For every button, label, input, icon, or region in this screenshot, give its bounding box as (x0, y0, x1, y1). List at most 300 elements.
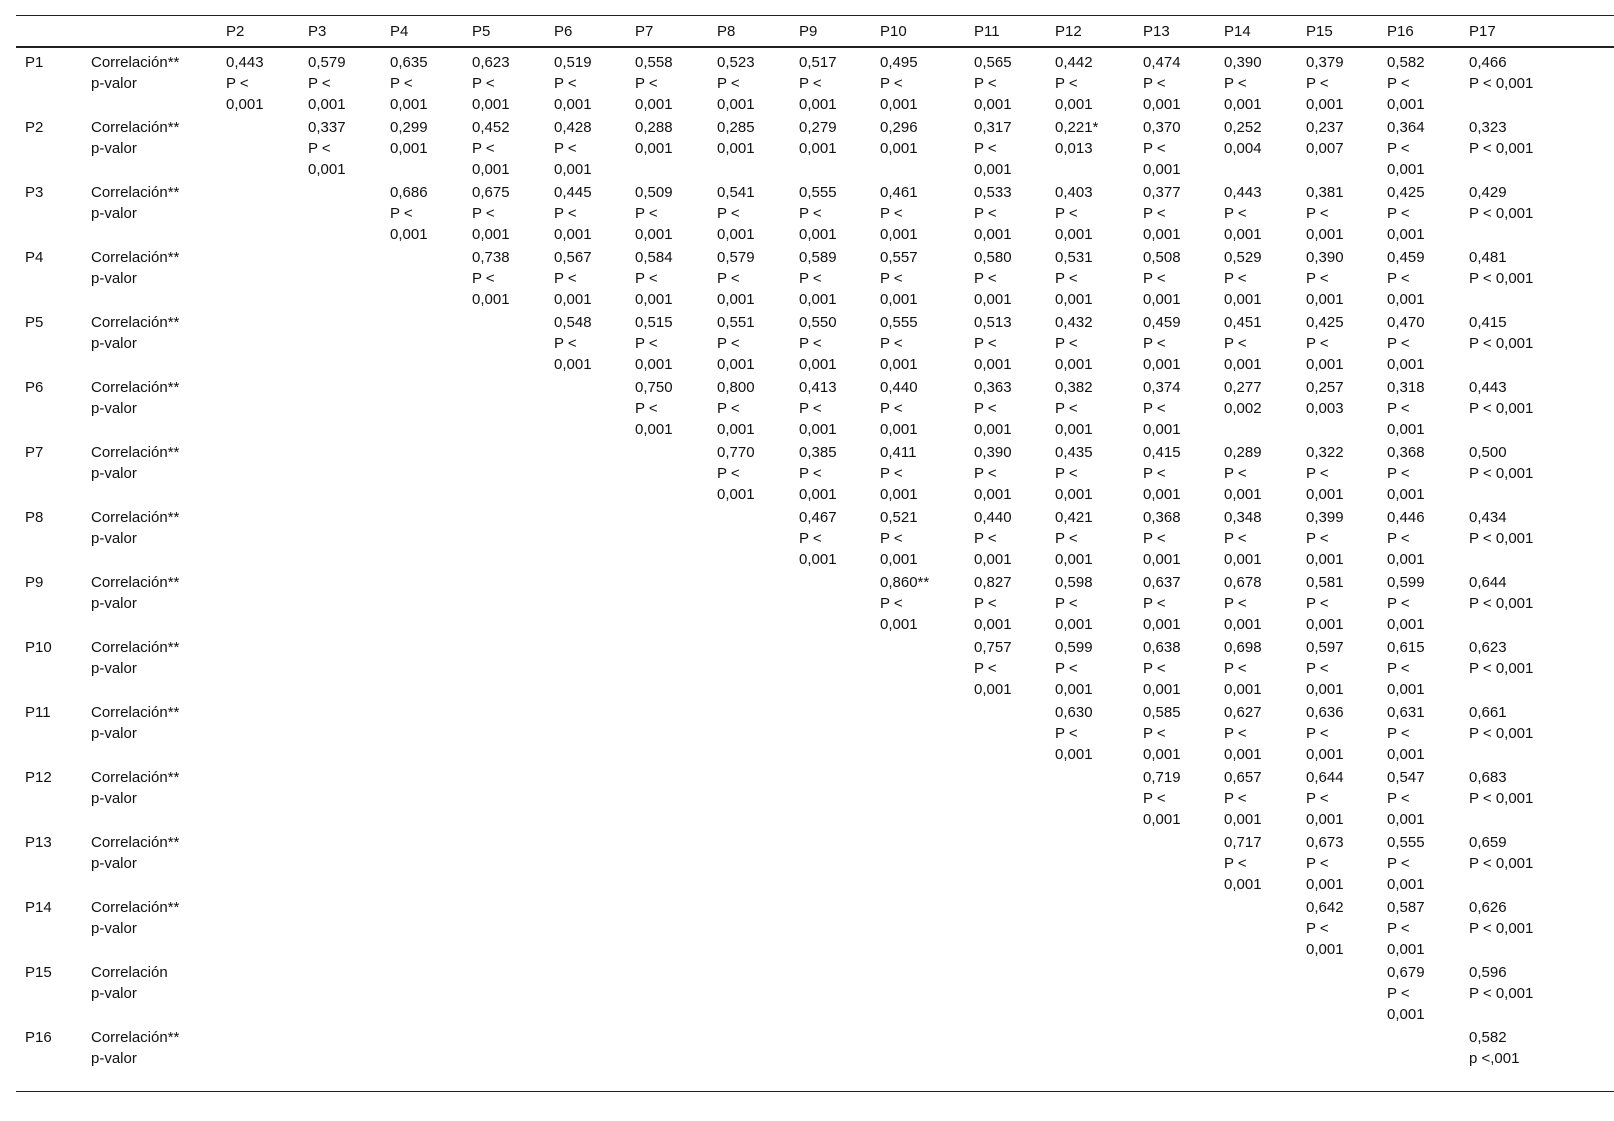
correlation-value: 0,452 (472, 119, 510, 136)
p-value-continued: 0,001 (1143, 550, 1181, 568)
p-value-continued: 0,001 (1306, 940, 1344, 958)
row-variable-label: P13 (25, 834, 52, 851)
correlation-cell (472, 53, 510, 115)
correlation-value: 0,757 (974, 639, 1012, 656)
column-header: P17 (1469, 23, 1496, 40)
p-value-continued: 0,001 (1055, 355, 1093, 373)
correlation-cell (1055, 638, 1093, 700)
correlation-cell (974, 313, 1012, 375)
p-value-continued: 0,001 (880, 225, 918, 243)
row-variable-label: P11 (25, 704, 51, 721)
p-value: P < (880, 269, 903, 287)
correlation-cell (1143, 768, 1181, 830)
correlation-cell (390, 183, 428, 245)
p-value: P < (1224, 529, 1247, 547)
correlation-cell (635, 378, 673, 440)
row-stat-labels (91, 963, 168, 1005)
p-value-continued: 0,001 (554, 95, 592, 113)
p-value: P < (1143, 594, 1166, 612)
correlation-cell (1143, 378, 1181, 440)
row-variable-label: P9 (25, 574, 44, 591)
correlation-cell (1055, 443, 1093, 505)
correlation-cell (1306, 313, 1344, 375)
p-value: P < (1224, 74, 1247, 92)
p-value: P < (1387, 984, 1410, 1002)
correlation-label: Correlación** (91, 704, 180, 721)
p-value: P < (1306, 724, 1329, 742)
correlation-value: 0,451 (1224, 314, 1262, 331)
p-value: P < 0,001 (1469, 204, 1534, 222)
correlation-value: 0,288 (635, 119, 673, 136)
p-value: P < (1224, 724, 1247, 742)
p-value: P < (635, 74, 658, 92)
correlation-value: 0,519 (554, 54, 592, 71)
correlation-cell (1469, 183, 1533, 225)
p-value-continued: 0,001 (1387, 95, 1425, 113)
p-value-label: p-valor (91, 269, 137, 287)
p-value-continued: 0,001 (1224, 550, 1262, 568)
p-value: P < 0,001 (1469, 854, 1534, 872)
p-value: P < (717, 269, 740, 287)
correlation-value: 0,517 (799, 54, 837, 71)
p-value-label: p-valor (91, 399, 137, 417)
p-value: P < (1143, 74, 1166, 92)
correlation-cell (308, 53, 346, 115)
table-row (16, 636, 1614, 701)
p-value-continued: 0,001 (974, 355, 1012, 373)
p-value: P < 0,001 (1469, 139, 1534, 157)
p-value: P < (974, 594, 997, 612)
column-header: P7 (635, 23, 654, 40)
correlation-value: 0,719 (1143, 769, 1181, 786)
correlation-cell (1224, 638, 1262, 700)
correlation-cell (974, 573, 1012, 635)
p-value: 0,007 (1306, 139, 1344, 157)
correlation-value: 0,675 (472, 184, 510, 201)
correlation-value: 0,642 (1306, 899, 1344, 916)
p-value-continued: 0,001 (226, 95, 264, 113)
correlation-cell (1224, 573, 1262, 635)
correlation-cell (635, 183, 673, 245)
correlation-value: 0,435 (1055, 444, 1093, 461)
correlation-cell (880, 183, 918, 245)
correlation-cell (1224, 313, 1262, 375)
p-value-label: p-valor (91, 789, 137, 807)
correlation-cell (1306, 768, 1344, 830)
correlation-cell (1306, 898, 1344, 960)
p-value: P < (1055, 529, 1078, 547)
correlation-cell (1306, 183, 1344, 245)
p-value: P < (880, 399, 903, 417)
column-header: P15 (1306, 23, 1333, 40)
p-value: P < (1387, 594, 1410, 612)
p-value: P < (308, 74, 331, 92)
p-value: P < (472, 204, 495, 222)
row-stat-labels (91, 378, 179, 420)
p-value-continued: 0,001 (799, 290, 837, 308)
correlation-label: Correlación** (91, 314, 180, 331)
p-value-continued: 0,001 (1143, 485, 1181, 503)
correlation-value: 0,565 (974, 54, 1012, 71)
correlation-value: 0,390 (1306, 249, 1344, 266)
p-value-continued: 0,001 (1387, 485, 1425, 503)
correlation-cell (1469, 118, 1533, 160)
p-value: P < 0,001 (1469, 789, 1534, 807)
p-value: P < (1224, 334, 1247, 352)
table-row (16, 51, 1614, 116)
p-value: P < (226, 74, 249, 92)
correlation-cell (554, 313, 592, 375)
p-value: P < (1387, 464, 1410, 482)
correlation-cell (1143, 703, 1181, 765)
correlation-label: Correlación** (91, 249, 180, 266)
p-value: P < (974, 204, 997, 222)
correlation-value: 0,429 (1469, 184, 1507, 201)
column-header: P5 (472, 23, 491, 40)
correlation-cell (226, 53, 264, 115)
p-value: P < (1387, 74, 1410, 92)
correlation-cell (717, 378, 755, 440)
correlation-value: 0,597 (1306, 639, 1344, 656)
p-value-label: p-valor (91, 659, 137, 677)
p-value: P < 0,001 (1469, 659, 1534, 677)
p-value-continued: 0,001 (1224, 290, 1262, 308)
correlation-cell (1387, 248, 1425, 310)
correlation-value: 0,659 (1469, 834, 1507, 851)
p-value-continued: 0,001 (554, 290, 592, 308)
p-value-continued: 0,001 (1387, 680, 1425, 698)
p-value-continued: 0,001 (1306, 225, 1344, 243)
p-value: P < (1387, 854, 1410, 872)
p-value: P < (1306, 464, 1329, 482)
correlation-cell (1469, 833, 1533, 875)
correlation-value: 0,599 (1387, 574, 1425, 591)
row-variable-label: P12 (25, 769, 52, 786)
p-value-continued: 0,001 (1143, 95, 1181, 113)
p-value-continued: 0,001 (635, 95, 673, 113)
row-variable-label: P1 (25, 54, 44, 71)
p-value: P < (635, 269, 658, 287)
correlation-cell (1055, 118, 1098, 160)
p-value-continued: 0,001 (974, 95, 1012, 113)
correlation-value: 0,599 (1055, 639, 1093, 656)
p-value: P < (880, 594, 903, 612)
correlation-value: 0,644 (1306, 769, 1344, 786)
p-value: P < (635, 204, 658, 222)
correlation-value: 0,555 (880, 314, 918, 331)
correlation-value: 0,521 (880, 509, 918, 526)
correlation-value: 0,584 (635, 249, 673, 266)
correlation-value: 0,377 (1143, 184, 1181, 201)
correlation-value: 0,279 (799, 119, 837, 136)
correlation-cell (1306, 118, 1344, 160)
correlation-value: 0,348 (1224, 509, 1262, 526)
correlation-value: 0,630 (1055, 704, 1093, 721)
correlation-cell (1143, 183, 1181, 245)
correlation-cell (717, 443, 755, 505)
correlation-value: 0,567 (554, 249, 592, 266)
correlation-cell (799, 313, 837, 375)
correlation-value: 0,579 (308, 54, 346, 71)
correlation-cell (1055, 53, 1093, 115)
correlation-value: 0,827 (974, 574, 1012, 591)
correlation-value: 0,374 (1143, 379, 1181, 396)
correlation-cell (1469, 508, 1533, 550)
correlation-cell (554, 183, 592, 245)
p-value-continued: 0,001 (554, 160, 592, 178)
correlation-value: 0,467 (799, 509, 837, 526)
correlation-value: 0,495 (880, 54, 918, 71)
correlation-value: 0,548 (554, 314, 592, 331)
p-value: P < (1055, 594, 1078, 612)
row-variable-label: P7 (25, 444, 44, 461)
column-header: P14 (1224, 23, 1251, 40)
correlation-label: Correlación** (91, 639, 180, 656)
p-value: p <,001 (1469, 1049, 1520, 1067)
correlation-label: Correlación** (91, 769, 180, 786)
correlation-cell (635, 53, 673, 115)
p-value-continued: 0,001 (635, 420, 673, 438)
p-value: P < (554, 334, 577, 352)
table-body (16, 48, 1614, 1091)
correlation-value: 0,432 (1055, 314, 1093, 331)
p-value-continued: 0,001 (1143, 290, 1181, 308)
p-value: 0,001 (635, 139, 673, 157)
p-value-label: p-valor (91, 854, 137, 872)
correlation-cell (1143, 508, 1181, 570)
correlation-cell (974, 443, 1012, 505)
correlation-value: 0,474 (1143, 54, 1181, 71)
p-value: P < (472, 269, 495, 287)
p-value-continued: 0,001 (717, 290, 755, 308)
correlation-value: 0,379 (1306, 54, 1344, 71)
correlation-cell (974, 248, 1012, 310)
table-header-row (16, 16, 1614, 48)
p-value-continued: 0,001 (880, 615, 918, 633)
p-value-continued: 0,001 (554, 355, 592, 373)
row-stat-labels (91, 313, 179, 355)
column-header: P4 (390, 23, 409, 40)
p-value: P < (799, 334, 822, 352)
p-value-continued: 0,001 (1224, 95, 1262, 113)
p-value: P < (1055, 659, 1078, 677)
correlation-value: 0,470 (1387, 314, 1425, 331)
correlation-value: 0,551 (717, 314, 755, 331)
p-value: 0,003 (1306, 399, 1344, 417)
correlation-value: 0,678 (1224, 574, 1262, 591)
p-value-continued: 0,001 (974, 420, 1012, 438)
row-stat-labels (91, 118, 179, 160)
correlation-cell (1387, 833, 1425, 895)
correlation-value: 0,637 (1143, 574, 1181, 591)
p-value: P < (554, 74, 577, 92)
p-value-continued: 0,001 (308, 160, 346, 178)
correlation-value: 0,635 (390, 54, 428, 71)
p-value: P < (1387, 399, 1410, 417)
correlation-cell (1224, 443, 1262, 505)
correlation-label: Correlación (91, 964, 168, 981)
p-value: P < (880, 529, 903, 547)
p-value-continued: 0,001 (1387, 875, 1425, 893)
correlation-value: 0,461 (880, 184, 918, 201)
correlation-label: Correlación** (91, 1029, 180, 1046)
correlation-cell (1055, 183, 1093, 245)
correlation-cell (635, 118, 673, 160)
correlation-cell (799, 53, 837, 115)
correlation-value: 0,252 (1224, 119, 1262, 136)
correlation-cell (880, 53, 918, 115)
correlation-cell (1387, 183, 1425, 245)
p-value: 0,002 (1224, 399, 1262, 417)
correlation-cell (974, 638, 1012, 700)
p-value-continued: 0,001 (1143, 355, 1181, 373)
correlation-cell (1055, 573, 1093, 635)
correlation-value: 0,443 (226, 54, 264, 71)
p-value: P < (472, 74, 495, 92)
correlation-cell (799, 248, 837, 310)
correlation-value: 0,466 (1469, 54, 1507, 71)
correlation-value: 0,582 (1469, 1029, 1507, 1046)
correlation-value: 0,770 (717, 444, 755, 461)
p-value-continued: 0,001 (1224, 355, 1262, 373)
p-value-continued: 0,001 (974, 615, 1012, 633)
p-value-continued: 0,001 (1143, 745, 1181, 763)
correlation-cell (1387, 508, 1425, 570)
p-value-continued: 0,001 (1387, 745, 1425, 763)
row-stat-labels (91, 898, 179, 940)
p-value-continued: 0,001 (1306, 550, 1344, 568)
p-value: P < (1224, 464, 1247, 482)
correlation-cell (1306, 703, 1344, 765)
p-value: P < (1224, 269, 1247, 287)
row-stat-labels (91, 1028, 179, 1070)
correlation-value: 0,364 (1387, 119, 1425, 136)
p-value: P < 0,001 (1469, 984, 1534, 1002)
correlation-cell (1469, 53, 1533, 95)
table-row (16, 571, 1614, 636)
p-value-continued: 0,001 (1306, 485, 1344, 503)
p-value-label: p-valor (91, 594, 137, 612)
correlation-cell (1306, 833, 1344, 895)
correlation-value: 0,800 (717, 379, 755, 396)
correlation-value: 0,582 (1387, 54, 1425, 71)
p-value: P < (799, 529, 822, 547)
p-value: P < (1387, 269, 1410, 287)
p-value: P < (717, 334, 740, 352)
correlation-value: 0,381 (1306, 184, 1344, 201)
p-value-continued: 0,001 (472, 225, 510, 243)
column-header: P10 (880, 23, 907, 40)
correlation-value: 0,555 (1387, 834, 1425, 851)
correlation-cell (1055, 313, 1093, 375)
p-value-continued: 0,001 (717, 225, 755, 243)
p-value-continued: 0,001 (1224, 615, 1262, 633)
p-value: P < (390, 74, 413, 92)
p-value-continued: 0,001 (1387, 160, 1425, 178)
p-value-continued: 0,001 (472, 160, 510, 178)
correlation-cell (554, 248, 592, 310)
p-value-continued: 0,001 (635, 290, 673, 308)
correlation-value: 0,442 (1055, 54, 1093, 71)
correlation-value: 0,285 (717, 119, 755, 136)
p-value: P < 0,001 (1469, 334, 1534, 352)
correlation-value: 0,277 (1224, 379, 1262, 396)
row-stat-labels (91, 53, 179, 95)
correlation-cell (1306, 573, 1344, 635)
row-variable-label: P3 (25, 184, 44, 201)
p-value-continued: 0,001 (880, 95, 918, 113)
p-value: P < 0,001 (1469, 529, 1534, 547)
p-value: P < (1143, 269, 1166, 287)
correlation-cell (472, 248, 510, 310)
row-stat-labels (91, 768, 179, 810)
p-value: P < (1143, 529, 1166, 547)
correlation-cell (1143, 573, 1181, 635)
correlation-value: 0,440 (880, 379, 918, 396)
correlation-cell (1143, 118, 1181, 180)
p-value: P < (974, 74, 997, 92)
table-row (16, 896, 1614, 961)
correlation-cell (1469, 963, 1533, 1005)
correlation-value: 0,481 (1469, 249, 1507, 266)
correlation-value: 0,413 (799, 379, 837, 396)
p-value: P < (1055, 269, 1078, 287)
p-value: P < (1306, 919, 1329, 937)
p-value-continued: 0,001 (1387, 1005, 1425, 1023)
correlation-value: 0,644 (1469, 574, 1507, 591)
p-value: 0,001 (717, 139, 755, 157)
p-value-continued: 0,001 (1306, 745, 1344, 763)
p-value-continued: 0,001 (308, 95, 346, 113)
correlation-cell (390, 53, 428, 115)
p-value-continued: 0,001 (717, 420, 755, 438)
p-value-continued: 0,001 (1387, 355, 1425, 373)
p-value-label: p-valor (91, 529, 137, 547)
correlation-value: 0,390 (974, 444, 1012, 461)
column-header: P2 (226, 23, 245, 40)
correlation-value: 0,515 (635, 314, 673, 331)
p-value-continued: 0,001 (1055, 745, 1093, 763)
correlation-value: 0,382 (1055, 379, 1093, 396)
column-header: P6 (554, 23, 573, 40)
correlation-cell (1224, 248, 1262, 310)
correlation-cell (1055, 508, 1093, 570)
correlation-cell (880, 378, 918, 440)
correlation-value: 0,627 (1224, 704, 1262, 721)
correlation-value: 0,509 (635, 184, 673, 201)
p-value-continued: 0,001 (1143, 225, 1181, 243)
p-value-continued: 0,001 (1224, 485, 1262, 503)
correlation-cell (1224, 183, 1262, 245)
correlation-cell (717, 118, 755, 160)
correlation-cell (1143, 638, 1181, 700)
p-value-label: p-valor (91, 334, 137, 352)
correlation-label: Correlación** (91, 834, 180, 851)
p-value-continued: 0,001 (1387, 225, 1425, 243)
p-value-continued: 0,001 (799, 95, 837, 113)
row-stat-labels (91, 703, 179, 745)
correlation-cell (635, 248, 673, 310)
p-value: P < (974, 334, 997, 352)
correlation-value: 0,580 (974, 249, 1012, 266)
p-value: P < (1055, 464, 1078, 482)
correlation-table (16, 15, 1614, 1092)
p-value-continued: 0,001 (635, 225, 673, 243)
correlation-value: 0,581 (1306, 574, 1344, 591)
correlation-value: 0,860** (880, 574, 930, 591)
correlation-cell (554, 118, 592, 180)
p-value-continued: 0,001 (1387, 420, 1425, 438)
